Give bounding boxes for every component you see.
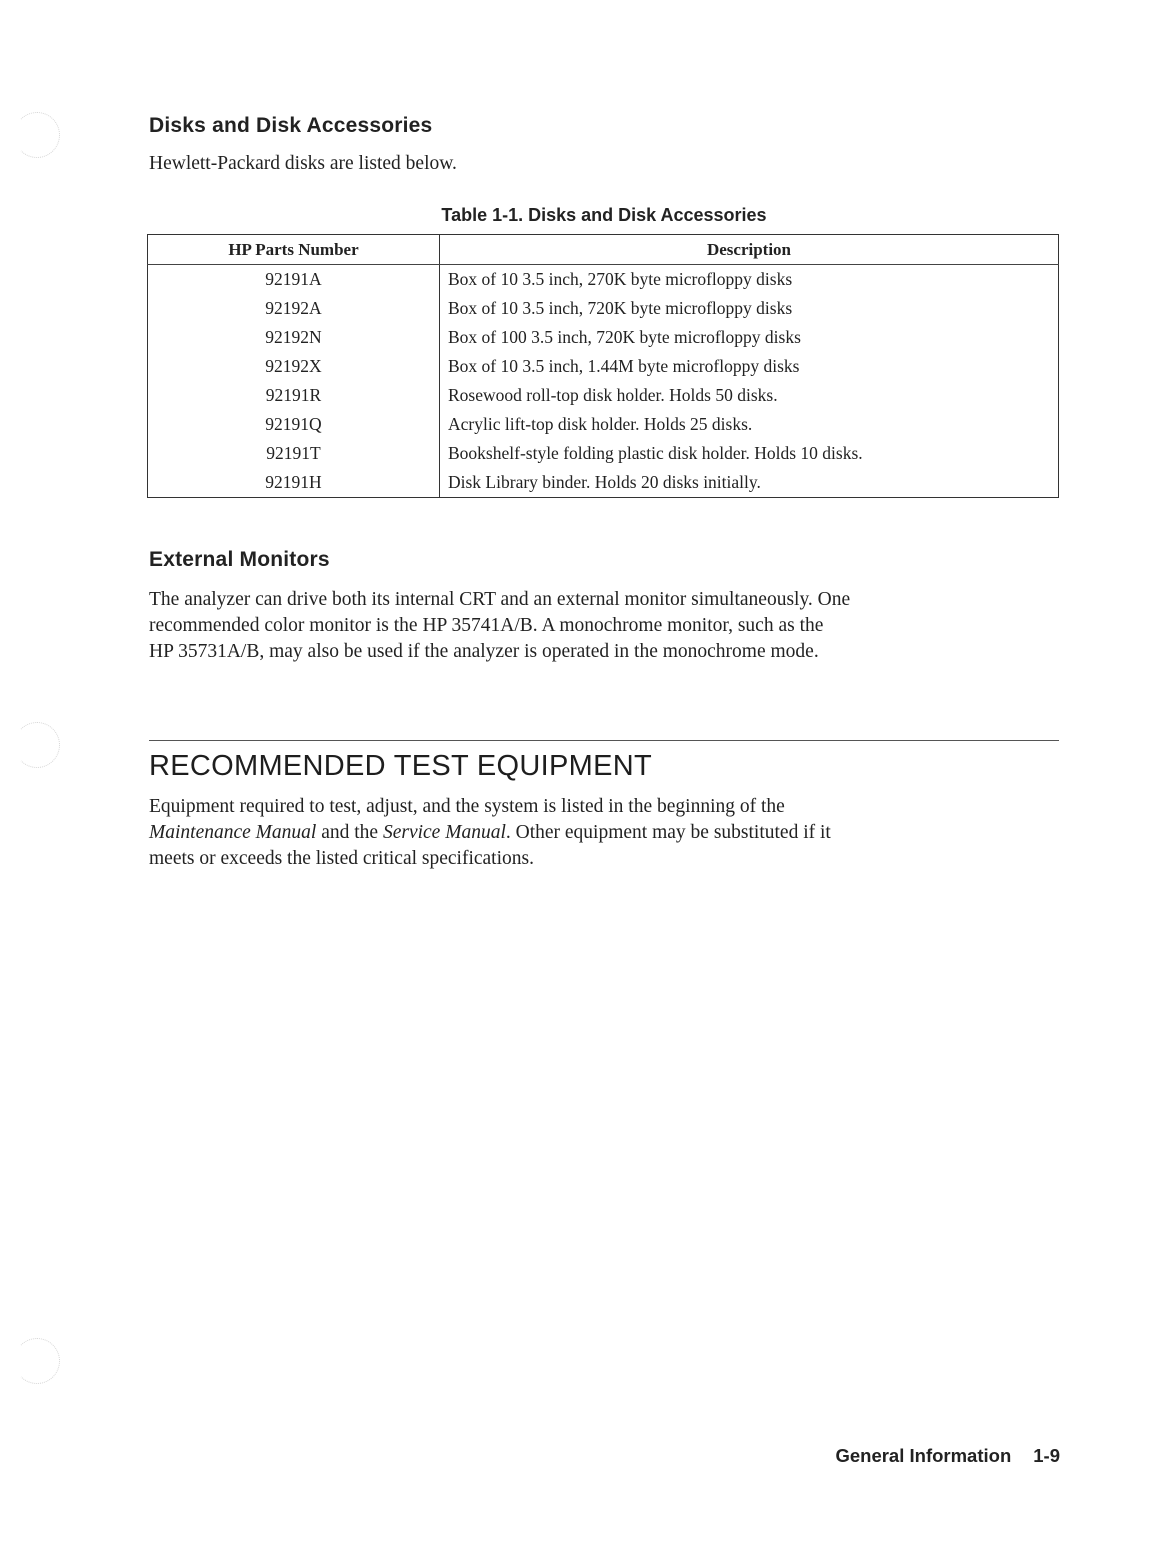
col-header-part-number: HP Parts Number xyxy=(148,235,440,265)
service-manual-title: Service Manual xyxy=(382,822,506,843)
monitors-heading: External Monitors xyxy=(149,548,330,571)
col-header-description: Description xyxy=(440,235,1059,265)
test-equipment-line xyxy=(149,820,831,846)
table-caption: Table 1-1. Disks and Disk Accessories xyxy=(441,205,767,225)
test-equipment-line: meets or exceeds the listed critical specifications. xyxy=(149,848,534,869)
page-number: 1-9 xyxy=(1033,1445,1060,1466)
footer-section-name: General Information xyxy=(835,1445,1012,1466)
test-equipment-paragraph xyxy=(149,794,831,872)
connector-text: and the xyxy=(316,822,383,843)
maintenance-manual-title: Maintenance Manual xyxy=(149,822,317,843)
monitors-line: HP 35731A/B, may also be used if the analyzer is operated in the monochrome mode. xyxy=(149,641,819,662)
monitors-paragraph xyxy=(149,587,850,665)
description-cell: Acrylic lift-top disk holder. Holds 25 disks. xyxy=(448,414,753,434)
part-number-cell: 92191Q xyxy=(148,410,440,439)
part-number-cell: 92192A xyxy=(148,294,440,323)
description-cell: Rosewood roll-top disk holder. Holds 50 disks. xyxy=(448,385,778,405)
line-remainder: . Other equipment may be substituted if it xyxy=(505,822,831,843)
disks-heading: Disks and Disk Accessories xyxy=(149,114,433,137)
monitors-line: recommended color monitor is the HP 35741A/B. A monochrome monitor, such as the xyxy=(149,615,824,636)
disks-intro: Hewlett-Packard disks are listed below. xyxy=(149,153,457,174)
description-cell: Box of 10 3.5 inch, 270K byte microfloppy disks xyxy=(448,269,793,289)
description-cell: Box of 100 3.5 inch, 720K byte microfloppy disks xyxy=(448,327,801,347)
description-cell: Bookshelf-style folding plastic disk holder. Holds 10 disks. xyxy=(448,443,863,463)
part-number-cell: 92191T xyxy=(148,439,440,468)
test-equipment-heading: RECOMMENDED TEST EQUIPMENT xyxy=(149,750,652,782)
part-number-cell: 92191A xyxy=(148,265,440,295)
table-row xyxy=(148,265,1059,295)
part-number-cell: 92192N xyxy=(148,323,440,352)
description-cell: Box of 10 3.5 inch, 720K byte microfloppy disks xyxy=(448,298,793,318)
table-header-row xyxy=(148,235,1059,265)
section-divider xyxy=(149,740,1059,741)
table-row xyxy=(148,381,1059,410)
binder-hole-mark xyxy=(14,112,60,158)
table-row xyxy=(148,468,1059,498)
disks-table xyxy=(147,234,1059,498)
table-row xyxy=(148,410,1059,439)
description-cell: Disk Library binder. Holds 20 disks initially. xyxy=(448,472,761,492)
test-equipment-line: Equipment required to test, adjust, and the system is listed in the beginning of the xyxy=(149,796,785,817)
table-row xyxy=(148,323,1059,352)
part-number-cell: 92191H xyxy=(148,468,440,498)
description-cell: Box of 10 3.5 inch, 1.44M byte microfloppy disks xyxy=(448,356,800,376)
part-number-cell: 92191R xyxy=(148,381,440,410)
table-row xyxy=(148,352,1059,381)
table-row xyxy=(148,294,1059,323)
binder-hole-mark xyxy=(14,722,60,768)
page-footer xyxy=(835,1445,1060,1467)
binder-hole-mark xyxy=(14,1338,60,1384)
table-row xyxy=(148,439,1059,468)
part-number-cell: 92192X xyxy=(148,352,440,381)
monitors-line: The analyzer can drive both its internal CRT and an external monitor simultaneously. One xyxy=(149,589,851,610)
